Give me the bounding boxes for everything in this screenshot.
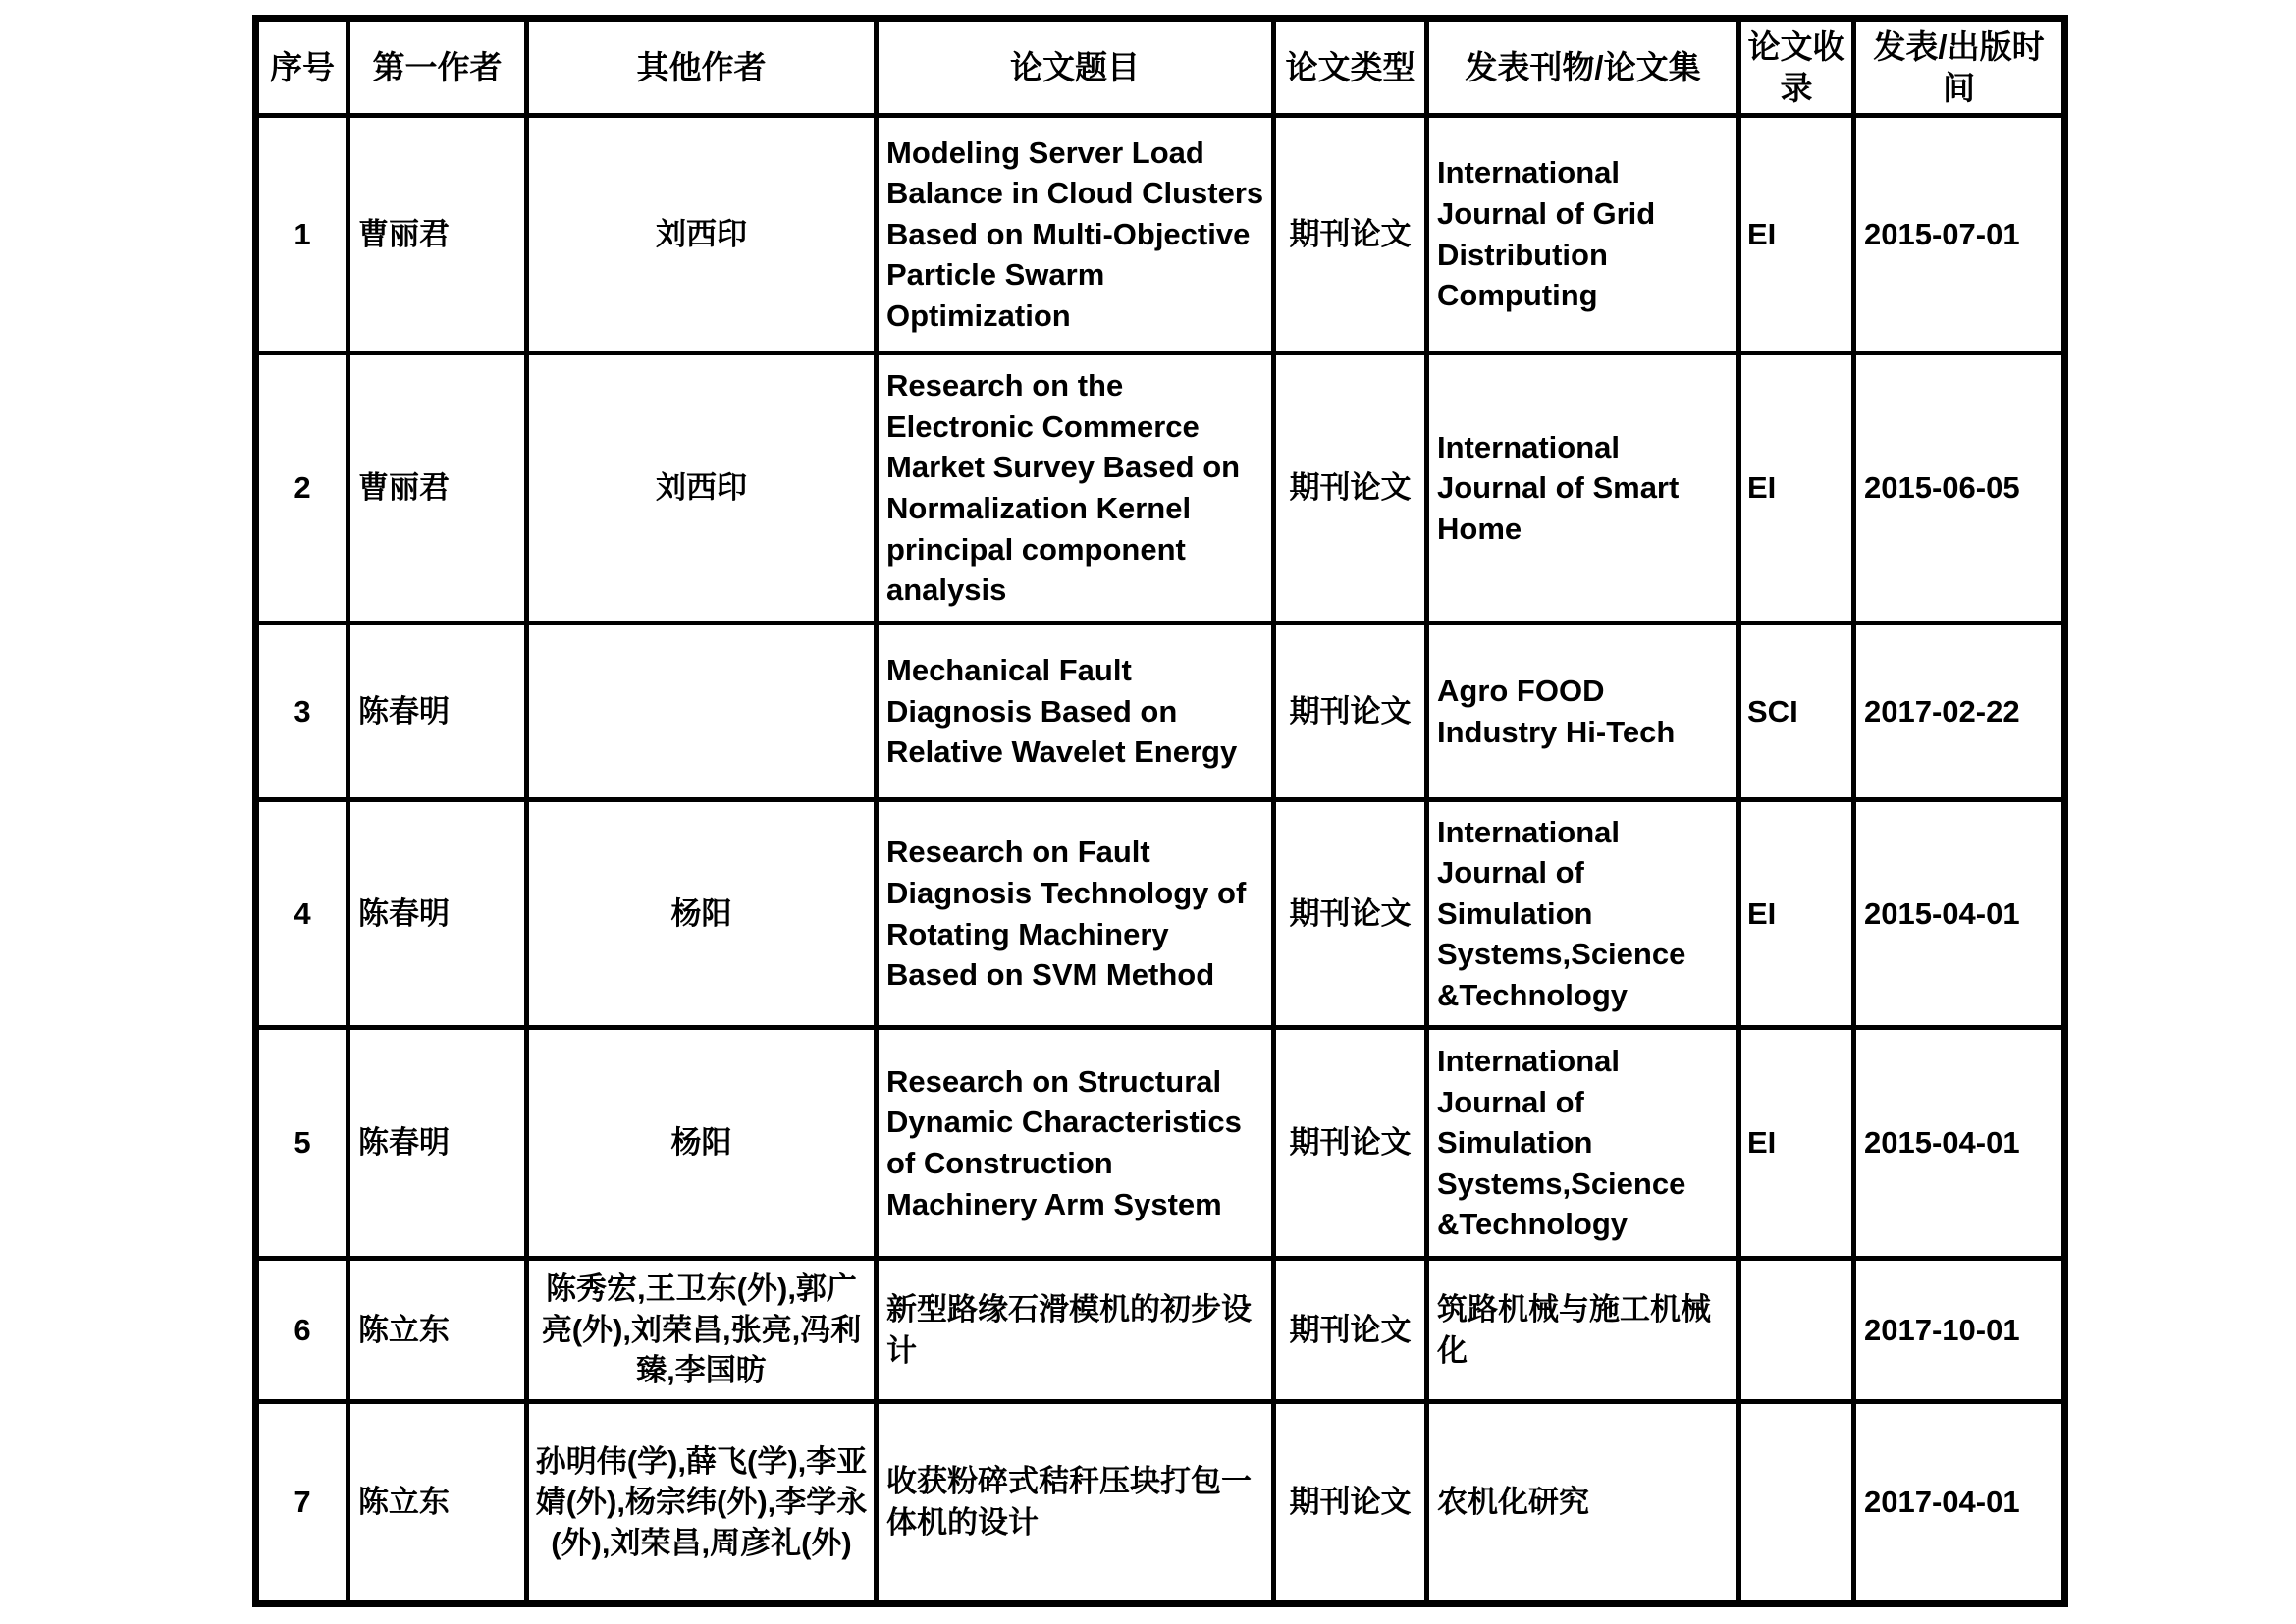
cell-paper-type: 期刊论文	[1274, 800, 1427, 1028]
table-row	[256, 623, 2065, 800]
cell-paper-type: 期刊论文	[1274, 623, 1427, 800]
cell-index: 1	[256, 116, 348, 353]
cell-indexed-by: EI	[1739, 1028, 1854, 1259]
cell-first-author: 曹丽君	[348, 353, 527, 623]
cell-paper-title: Modeling Server Load Balance in Cloud Clusters Based on Multi-Objective Particle Swarm Optimization	[877, 116, 1274, 353]
publications-table	[252, 15, 2068, 1607]
cell-indexed-by: EI	[1739, 800, 1854, 1028]
table-row	[256, 1259, 2065, 1402]
cell-publish-date: 2015-04-01	[1854, 1028, 2065, 1259]
cell-other-authors: 杨阳	[527, 800, 877, 1028]
header-index: 序号	[256, 19, 348, 116]
cell-publication: International Journal of Simulation Systems,Science &Technology	[1427, 1028, 1739, 1259]
cell-publication: International Journal of Simulation Systems,Science &Technology	[1427, 800, 1739, 1028]
cell-other-authors: 杨阳	[527, 1028, 877, 1259]
cell-publish-date: 2015-06-05	[1854, 353, 2065, 623]
cell-publish-date: 2017-10-01	[1854, 1259, 2065, 1402]
cell-paper-title: Research on Structural Dynamic Characteristics of Construction Machinery Arm System	[877, 1028, 1274, 1259]
cell-publication: International Journal of Grid Distribution Computing	[1427, 116, 1739, 353]
cell-publication: 农机化研究	[1427, 1402, 1739, 1604]
table-row	[256, 800, 2065, 1028]
header-paper-title: 论文题目	[877, 19, 1274, 116]
cell-indexed-by	[1739, 1259, 1854, 1402]
cell-other-authors: 刘西印	[527, 116, 877, 353]
table-row	[256, 1028, 2065, 1259]
cell-other-authors: 孙明伟(学),薛飞(学),李亚婧(外),杨宗纬(外),李学永(外),刘荣昌,周彦礼(外)	[527, 1402, 877, 1604]
cell-other-authors	[527, 623, 877, 800]
cell-indexed-by: EI	[1739, 353, 1854, 623]
cell-paper-type: 期刊论文	[1274, 116, 1427, 353]
table-row	[256, 116, 2065, 353]
cell-publish-date: 2017-02-22	[1854, 623, 2065, 800]
cell-other-authors: 陈秀宏,王卫东(外),郭广亮(外),刘荣昌,张亮,冯利臻,李国昉	[527, 1259, 877, 1402]
cell-paper-title: Research on the Electronic Commerce Market Survey Based on Normalization Kernel principal component analysis	[877, 353, 1274, 623]
header-publish-date: 发表/出版时间	[1854, 19, 2065, 116]
cell-first-author: 陈春明	[348, 623, 527, 800]
cell-paper-type: 期刊论文	[1274, 1402, 1427, 1604]
table-row	[256, 1402, 2065, 1604]
cell-publication: Agro FOOD Industry Hi-Tech	[1427, 623, 1739, 800]
header-other-authors: 其他作者	[527, 19, 877, 116]
header-first-author: 第一作者	[348, 19, 527, 116]
cell-publication: International Journal of Smart Home	[1427, 353, 1739, 623]
cell-first-author: 陈立东	[348, 1402, 527, 1604]
cell-paper-type: 期刊论文	[1274, 1028, 1427, 1259]
cell-paper-title: 新型路缘石滑模机的初步设计	[877, 1259, 1274, 1402]
header-publication: 发表刊物/论文集	[1427, 19, 1739, 116]
cell-first-author: 陈春明	[348, 1028, 527, 1259]
cell-publish-date: 2015-07-01	[1854, 116, 2065, 353]
table-header-row	[256, 19, 2065, 116]
cell-indexed-by: SCI	[1739, 623, 1854, 800]
table-row	[256, 353, 2065, 623]
cell-paper-type: 期刊论文	[1274, 353, 1427, 623]
cell-paper-title: Research on Fault Diagnosis Technology of Rotating Machinery Based on SVM Method	[877, 800, 1274, 1028]
document-page	[252, 15, 2068, 1607]
cell-indexed-by	[1739, 1402, 1854, 1604]
cell-first-author: 陈立东	[348, 1259, 527, 1402]
cell-first-author: 曹丽君	[348, 116, 527, 353]
cell-paper-title: 收获粉碎式秸秆压块打包一体机的设计	[877, 1402, 1274, 1604]
cell-index: 2	[256, 353, 348, 623]
cell-publication: 筑路机械与施工机械化	[1427, 1259, 1739, 1402]
cell-paper-title: Mechanical Fault Diagnosis Based on Relative Wavelet Energy	[877, 623, 1274, 800]
cell-other-authors: 刘西印	[527, 353, 877, 623]
cell-index: 3	[256, 623, 348, 800]
header-paper-type: 论文类型	[1274, 19, 1427, 116]
cell-index: 7	[256, 1402, 348, 1604]
cell-index: 5	[256, 1028, 348, 1259]
cell-paper-type: 期刊论文	[1274, 1259, 1427, 1402]
cell-index: 6	[256, 1259, 348, 1402]
cell-index: 4	[256, 800, 348, 1028]
cell-indexed-by: EI	[1739, 116, 1854, 353]
cell-first-author: 陈春明	[348, 800, 527, 1028]
cell-publish-date: 2017-04-01	[1854, 1402, 2065, 1604]
cell-publish-date: 2015-04-01	[1854, 800, 2065, 1028]
header-indexed-by: 论文收录	[1739, 19, 1854, 116]
